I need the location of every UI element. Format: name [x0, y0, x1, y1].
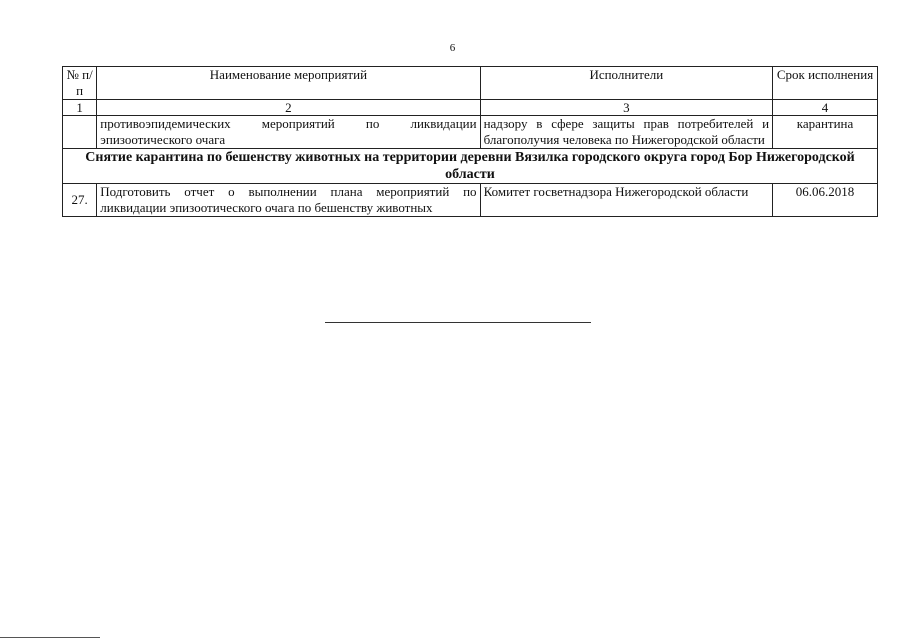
header-name: Наименование мероприятий	[97, 67, 480, 100]
section-title-row	[63, 149, 878, 184]
header-executors: Исполнители	[480, 67, 773, 100]
page-number: 6	[449, 42, 456, 54]
header-no: № п/п	[63, 67, 97, 100]
row-number	[63, 116, 97, 149]
table-header-row	[63, 67, 878, 100]
column-number-4: 4	[773, 100, 878, 116]
row-name: Подготовить отчет о выполнении плана мероприятий по ликвидации эпизоотического очага по бешенству животных	[97, 184, 480, 217]
section-title: Снятие карантина по бешенству животных на территории деревни Вязилка городского округа город Бор Нижегородской области	[63, 149, 878, 184]
margin-line	[0, 637, 100, 638]
table-row	[63, 184, 878, 217]
table-row-continuation	[63, 116, 878, 149]
header-term: Срок исполнения	[773, 67, 878, 100]
column-number-2: 2	[97, 100, 480, 116]
column-number-1: 1	[63, 100, 97, 116]
row-term: 06.06.2018	[773, 184, 878, 217]
row-executors: надзору в сфере защиты прав потребителей и благополучия человека по Нижегородской области	[480, 116, 773, 149]
column-number-3: 3	[480, 100, 773, 116]
row-number: 27.	[63, 184, 97, 217]
row-executors: Комитет госветнадзора Нижегородской области	[480, 184, 773, 217]
row-name: противоэпидемических мероприятий по ликвидации эпизоотического очага	[97, 116, 480, 149]
column-numbers-row	[63, 100, 878, 116]
separator-line	[325, 322, 591, 323]
plan-table	[62, 66, 878, 217]
row-term: карантина	[773, 116, 878, 149]
